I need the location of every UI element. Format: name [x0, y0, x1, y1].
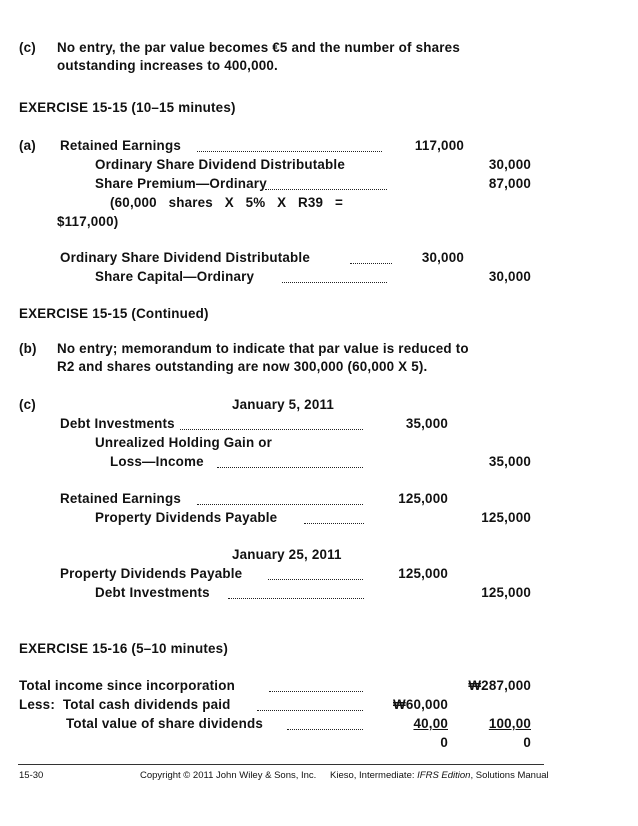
part-b-line-1: No entry; memorandum to indicate that par value is reduced to — [57, 341, 469, 356]
journal1-credit-account-b: Loss—Income — [110, 454, 204, 469]
leader-dots — [197, 151, 382, 152]
journal2-debit-amount: 125,000 — [398, 491, 448, 506]
journal3-credit-amount: 125,000 — [481, 585, 531, 600]
leader-dots — [228, 598, 364, 599]
exercise-15-16-heading: EXERCISE 15-16 (5–10 minutes) — [19, 641, 228, 656]
part-b-label: (b) — [19, 341, 37, 356]
part-c2-label: (c) — [19, 397, 36, 412]
entry2-credit-amount: 30,000 — [488, 269, 531, 284]
leader-dots — [180, 429, 363, 430]
part-a-label: (a) — [19, 138, 36, 153]
leader-dots — [282, 282, 387, 283]
exercise-15-15-continued-heading: EXERCISE 15-15 (Continued) — [19, 306, 209, 321]
journal2-credit-account: Property Dividends Payable — [95, 510, 278, 525]
journal3-debit-amount: 125,000 — [398, 566, 448, 581]
entry1-explanation-1: (60,000 shares X 5% X R39 = — [110, 195, 343, 210]
footer-page-number: 15-30 — [19, 770, 44, 781]
row3-amount-2: 100,00 — [488, 716, 531, 731]
journal3-debit-account: Property Dividends Payable — [60, 566, 243, 581]
footer-book-title: Kieso, Intermediate: IFRS Edition, Solutions Manual — [330, 770, 549, 781]
leader-dots — [269, 691, 363, 692]
entry2-credit-account: Share Capital—Ordinary — [95, 269, 255, 284]
journal2-debit-account: Retained Earnings — [60, 491, 181, 506]
part-c-line-2: outstanding increases to 400,000. — [57, 58, 278, 73]
entry2-debit-amount: 30,000 — [421, 250, 464, 265]
leader-dots — [217, 467, 363, 468]
entry1-credit-account-1: Ordinary Share Dividend Distributable — [95, 157, 345, 172]
part-c-line-1: No entry, the par value becomes €5 and the number of shares — [57, 40, 460, 55]
row1-label: Total income since incorporation — [19, 678, 235, 693]
leader-dots — [304, 523, 364, 524]
journal1-credit-account-a: Unrealized Holding Gain or — [95, 435, 273, 450]
journal1-credit-amount: 35,000 — [488, 454, 531, 469]
entry1-explanation-2: $117,000) — [57, 214, 119, 229]
leader-dots — [350, 263, 392, 264]
exercise-15-15-heading: EXERCISE 15-15 (10–15 minutes) — [19, 100, 236, 115]
row4-amount-1: 0 — [440, 735, 448, 750]
journal1-debit-amount: 35,000 — [405, 416, 448, 431]
entry1-credit-amount-1: 30,000 — [488, 157, 531, 172]
entry1-credit-amount-2: 87,000 — [488, 176, 531, 191]
journal2-credit-amount: 125,000 — [481, 510, 531, 525]
row2-label: Less: Total cash dividends paid — [19, 697, 231, 712]
row2-amount: ₩60,000 — [393, 697, 448, 712]
journal-date-1: January 5, 2011 — [232, 397, 335, 412]
row3-amount-1: 40,00 — [413, 716, 448, 731]
entry1-credit-account-2: Share Premium—Ordinary — [95, 176, 267, 191]
leader-dots — [268, 579, 363, 580]
part-c-label: (c) — [19, 40, 36, 55]
row1-amount: ₩287,000 — [468, 678, 531, 693]
leader-dots — [257, 710, 363, 711]
journal3-credit-account: Debt Investments — [95, 585, 210, 600]
part-b-line-2: R2 and shares outstanding are now 300,000 (60,000 X 5). — [57, 359, 428, 374]
footer-copyright: Copyright © 2011 John Wiley & Sons, Inc. — [140, 770, 317, 781]
entry2-debit-account: Ordinary Share Dividend Distributable — [60, 250, 310, 265]
row3-label: Total value of share dividends — [66, 716, 263, 731]
leader-dots — [197, 504, 363, 505]
footer-rule — [18, 764, 544, 765]
entry1-debit-account: Retained Earnings — [60, 138, 181, 153]
entry1-debit-amount: 117,000 — [414, 138, 464, 153]
journal-date-2: January 25, 2011 — [232, 547, 342, 562]
journal1-debit-account: Debt Investments — [60, 416, 175, 431]
leader-dots — [287, 729, 363, 730]
leader-dots — [265, 189, 387, 190]
row4-amount-2: 0 — [523, 735, 531, 750]
